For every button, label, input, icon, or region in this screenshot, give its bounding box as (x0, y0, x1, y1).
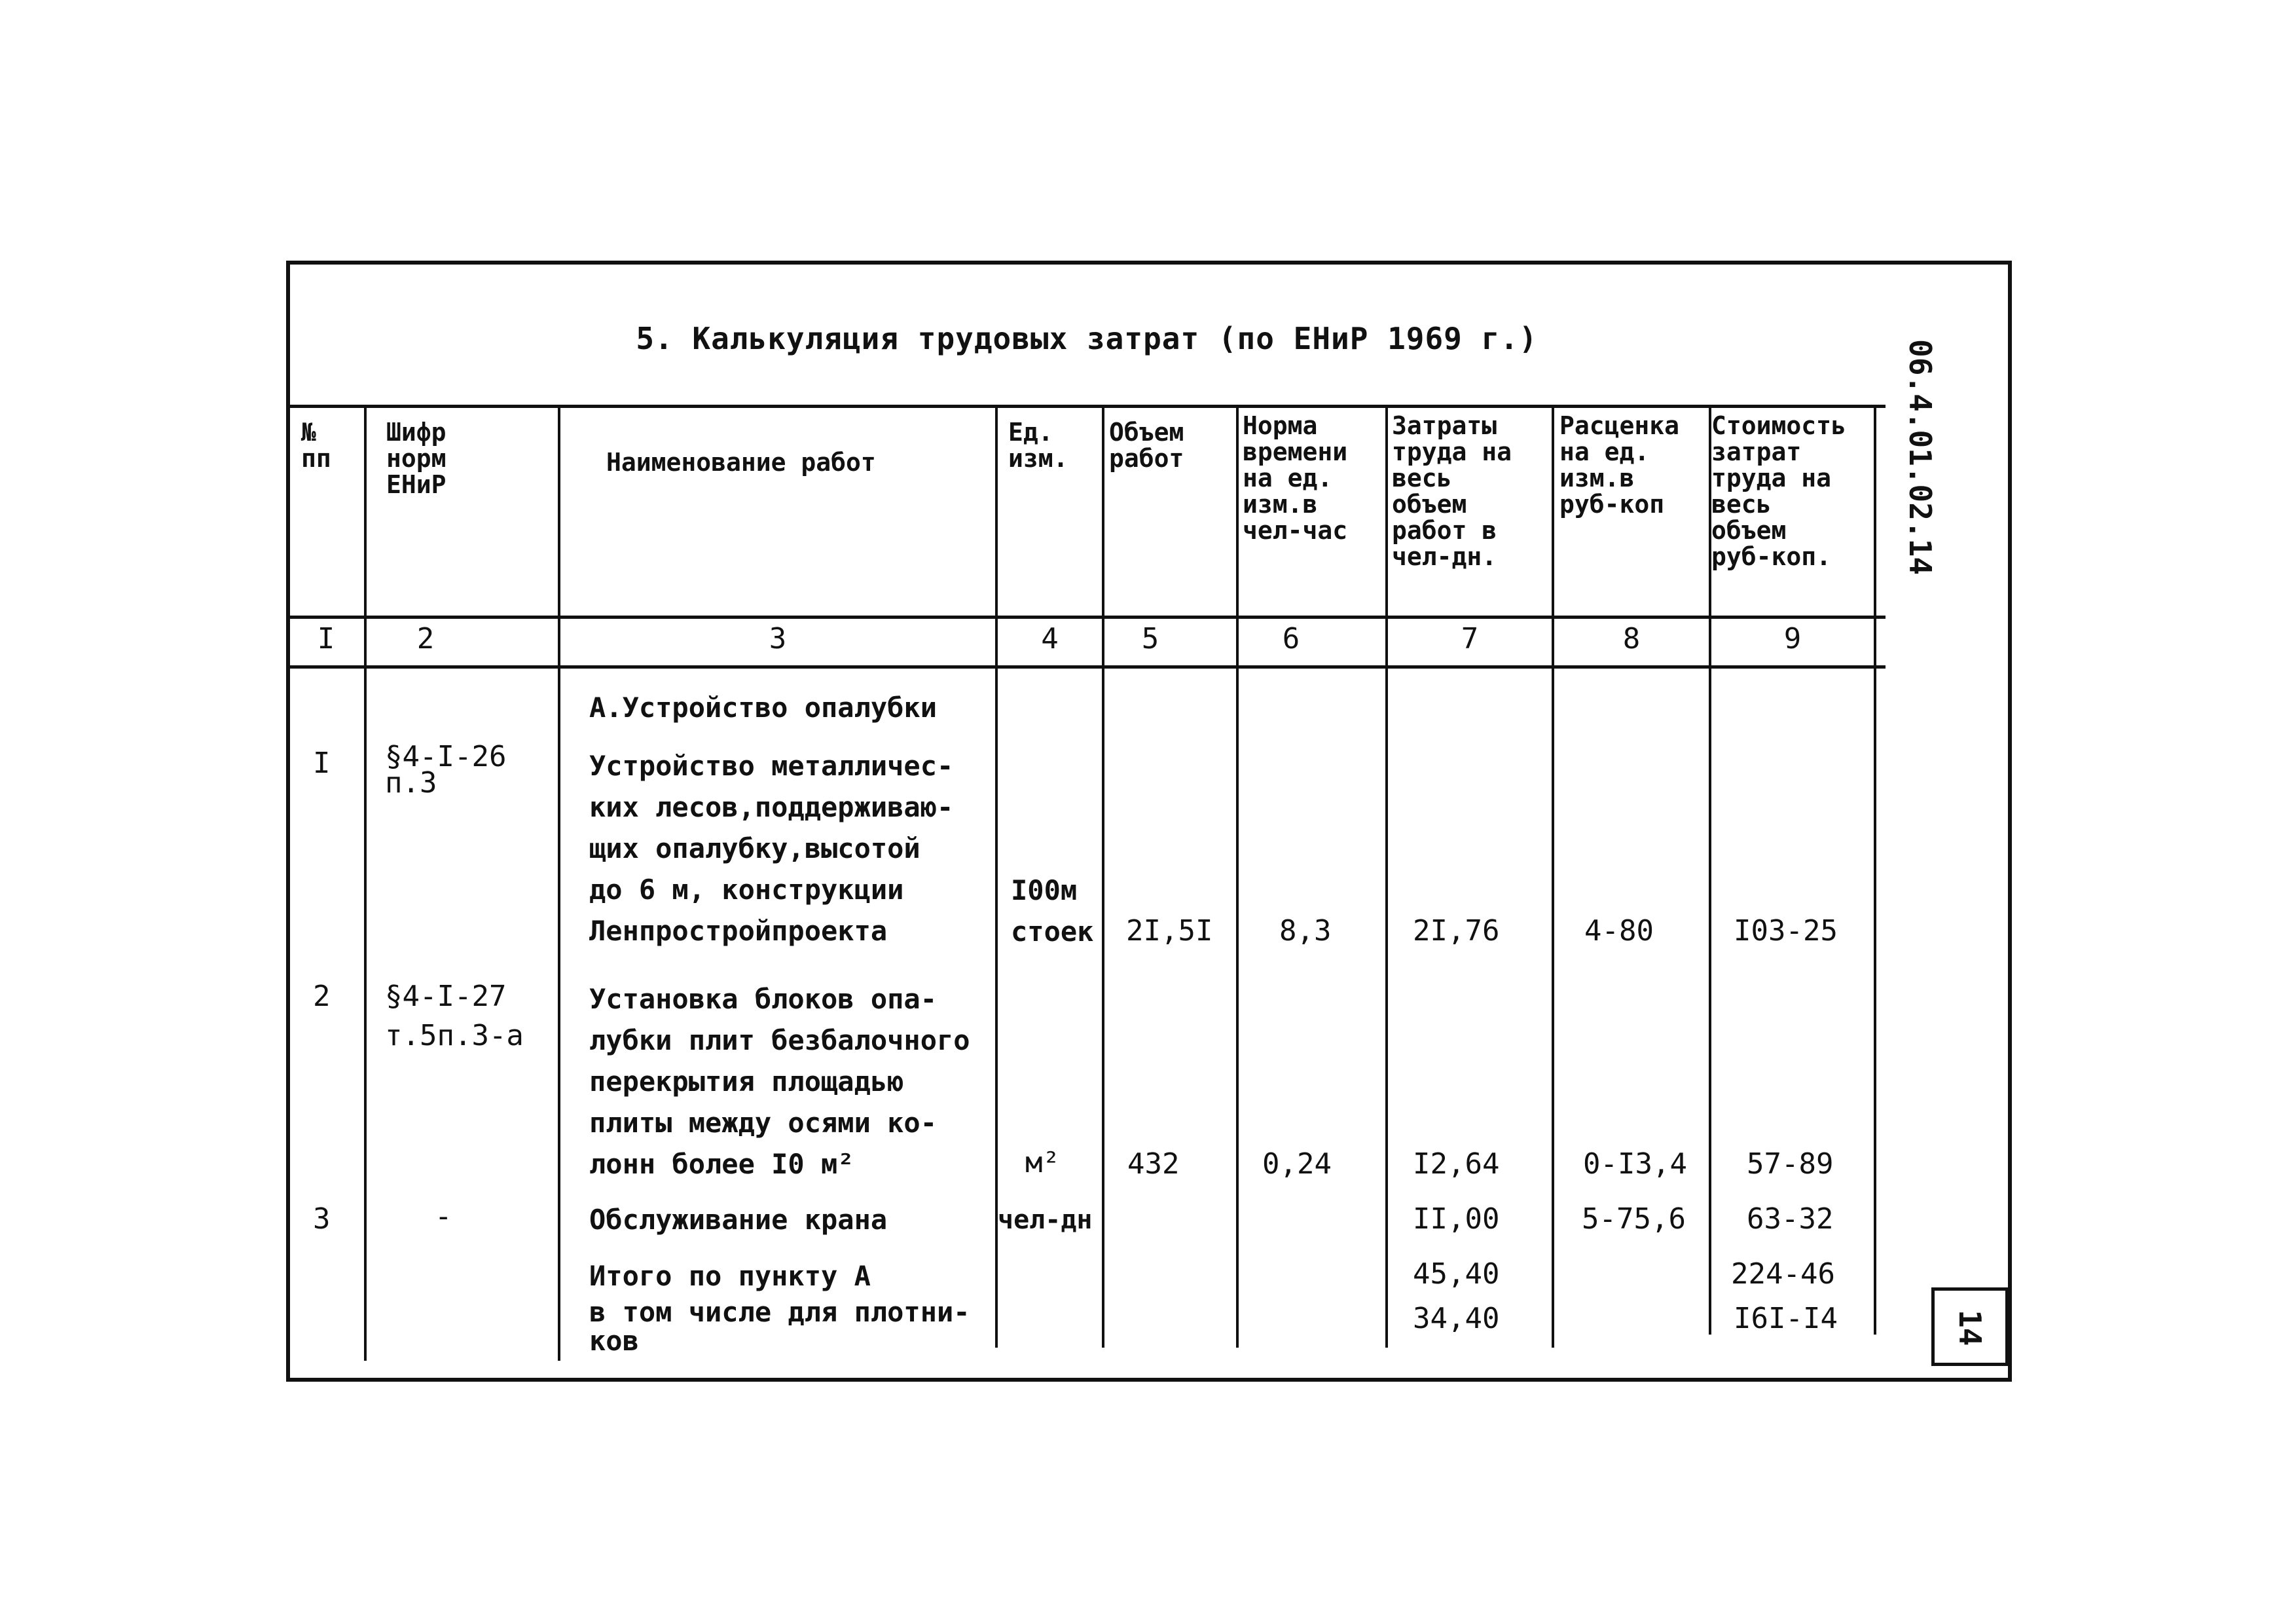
colnum-7: 7 (1461, 622, 1479, 655)
page-number: 14 (1952, 1310, 1988, 1346)
col-divider-4 (1102, 405, 1104, 1348)
row-1-volume: 2I,5I (1126, 914, 1213, 948)
col-divider-9 (1874, 405, 1876, 1335)
row-3-name: Обслуживание крана (589, 1204, 888, 1236)
colnum-4: 4 (1041, 622, 1059, 655)
col-divider-1 (364, 405, 367, 1361)
header-bottom-rule (288, 616, 1886, 619)
header-name: Наименование работ (606, 448, 876, 477)
row-1-code: §4-I-26 п.3 (385, 740, 507, 800)
colnum-5: 5 (1141, 622, 1159, 655)
row-2-cost: 57-89 (1747, 1147, 1834, 1181)
header-rate: Расценка на ед. изм.в руб-коп (1559, 411, 1680, 519)
row-1-unit: I00м стоек (1011, 874, 1094, 948)
colnum-6: 6 (1282, 622, 1300, 655)
col-divider-2 (558, 405, 560, 1361)
row-1-labor: 2I,76 (1413, 914, 1500, 948)
row-2-volume: 432 (1127, 1147, 1180, 1181)
total-labor: 45,40 (1413, 1257, 1500, 1291)
subtotal-label: в том числе для плотни- ков (589, 1296, 970, 1357)
row-2-labor: I2,64 (1413, 1147, 1500, 1181)
row-3-num: 3 (313, 1202, 331, 1236)
col-divider-7 (1552, 405, 1554, 1348)
row-3-unit: чел-дн (998, 1205, 1093, 1235)
colnum-3: 3 (769, 622, 787, 655)
row-3-cost: 63-32 (1747, 1202, 1834, 1236)
header-labor: Затраты труда на весь объем работ в чел-дн. (1392, 411, 1512, 571)
row-2-code: §4-I-27 т.5п.3-а (385, 980, 524, 1052)
colnum-8: 8 (1622, 622, 1641, 655)
header-norm: Норма времени на ед. изм.в чел-час (1243, 411, 1348, 545)
subtotal-cost: I6I-I4 (1734, 1302, 1838, 1335)
col-divider-6 (1385, 405, 1388, 1348)
header-unit: Ед. изм. (1008, 418, 1068, 473)
header-code: Шифр норм ЕНиР (386, 418, 446, 499)
row-1-cost: I03-25 (1734, 914, 1838, 948)
row-3-rate: 5-75,6 (1582, 1202, 1686, 1236)
colnum-1: I (317, 622, 335, 655)
row-2-rate: 0-I3,4 (1583, 1147, 1687, 1181)
header-volume: Объем работ (1109, 418, 1184, 473)
row-1-norm: 8,3 (1279, 914, 1332, 948)
row-1-name: Устройство металличес- ких лесов,поддерживаю- щих опалубку,высотой до 6 м, конструкции Ленпростройпроекта (589, 750, 954, 947)
colnum-2: 2 (416, 622, 435, 655)
col-divider-5 (1236, 405, 1239, 1348)
total-label: Итого по пункту А (589, 1260, 871, 1292)
subtotal-labor: 34,40 (1413, 1302, 1500, 1335)
row-2-num: 2 (313, 980, 331, 1013)
row-1-rate: 4-80 (1584, 914, 1654, 948)
document-code: 06.4.01.02.14 (1903, 339, 1938, 576)
header-num: № пп (301, 418, 331, 473)
total-cost: 224-46 (1731, 1257, 1835, 1291)
row-2-norm: 0,24 (1262, 1147, 1332, 1181)
row-2-name: Установка блоков опа- лубки плит безбалочного перекрытия площадью плиты между осями ко- лонн более I0 м² (589, 983, 970, 1180)
colnum-9: 9 (1783, 622, 1802, 655)
section-title: А.Устройство опалубки (589, 692, 938, 724)
header-cost: Стоимость затрат труда на весь объем руб-коп. (1711, 411, 1846, 571)
colnum-bottom-rule (288, 665, 1886, 669)
header-top-rule (288, 405, 1886, 408)
page-title: 5. Калькуляция трудовых затрат (по ЕНиР 1969 г.) (636, 321, 1538, 356)
row-3-code: - (435, 1200, 452, 1233)
row-1-num: I (313, 747, 331, 780)
row-2-unit: м² (1025, 1146, 1060, 1179)
row-3-labor: II,00 (1413, 1202, 1500, 1236)
